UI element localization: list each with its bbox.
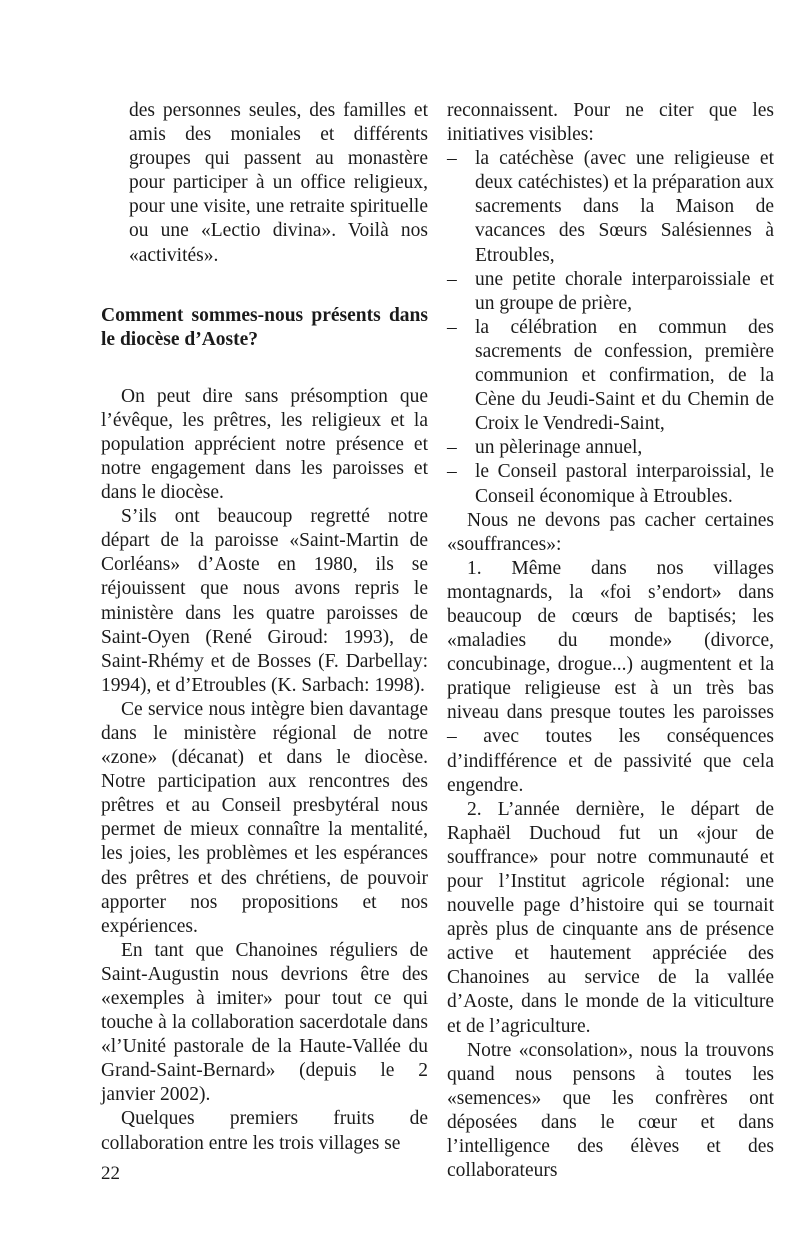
lead-paragraph: reconnaissent. Pour ne citer que les initiatives visibles:: [447, 100, 774, 146]
left-column: [101, 99, 428, 1156]
body-paragraph: Ce service nous intègre bien davantage dans le ministère régional de notre «zone» (décanat) et dans le diocèse. Notre participation aux rencontres des prêtres et au Conseil presbytéral nous permet de mieux connaître la mentalité, les joies, les problèmes et les espérances des prêtres et des chrétiens, de pouvoir apporter nos propositions et nos expériences.: [101, 698, 428, 937]
right-column: [447, 99, 774, 1183]
list-item: – la catéchèse (avec une religieuse et deux catéchistes) et la préparation aux sacrements dans la Maison de vacances des Sœurs Salésiennes à Etroubles,: [447, 147, 774, 267]
intro-paragraph: des personnes seules, des familles et amis des moniales et différents groupes qui passent au monastère pour participer à un office religieux, pour une visite, une retraite spirituelle ou une «Lectio divina». Voilà nos «activités».: [129, 100, 428, 266]
list-item: – la célébration en commun des sacrements de confession, première communion et confirmation, de la Cène du Jeudi-Saint et du Chemin de Croix le Vendredi-Saint,: [447, 316, 774, 436]
body-paragraph: 1. Même dans nos villages montagnards, la «foi s’endort» dans beaucoup de cœurs de baptisés; les «maladies du monde» (divorce, concubinage, drogue...) augmentent et la pratique religieuse est à un très bas niveau dans presque toutes les paroisses – avec toutes les conséquences d’indifférence et de passivité que cela engendre.: [447, 557, 774, 796]
section-heading: Comment sommes-nous présents dans le diocèse d’Aoste?: [101, 304, 428, 351]
body-paragraph: Notre «consolation», nous la trouvons quand nous pensons à toutes les «semences» que les confrères ont déposées dans le cœur et dans l’intelligence des élèves et des collaborateurs: [447, 1039, 774, 1182]
body-paragraph: S’ils ont beaucoup regretté notre départ de la paroisse «Saint-Martin de Corléans» d’Aoste en 1980, ils se réjouissent que nous avons repris le ministère dans les quatre paroisses de Saint-Oyen (René Giroud: 1993), de Saint-Rhémy et de Bosses (F. Darbellay: 1994), et d’Etroubles (K. Sarbach: 1998).: [101, 506, 428, 696]
list-item: – le Conseil pastoral interparoissial, le Conseil économique à Etroubles.: [447, 460, 774, 508]
initiatives-list: [447, 147, 774, 508]
body-paragraph: Quelques premiers fruits de collaboration entre les trois villages se: [101, 1108, 428, 1154]
body-paragraph: Nous ne devons pas cacher certaines «souffrances»:: [447, 509, 774, 555]
list-item: – un pèlerinage annuel,: [447, 436, 774, 460]
body-paragraph: On peut dire sans présomption que l’évêque, les prêtres, les religieux et la population apprécient notre présence et notre engagement dans les paroisses et dans le diocèse.: [101, 385, 428, 504]
body-paragraph: 2. L’année dernière, le départ de Raphaël Duchoud fut un «jour de souffrance» pour notre communauté et pour l’Institut agricole régional: une nouvelle page d’histoire qui se tournait après plus de cinquante ans de présence active et hautement appréciée des Chanoines au service de la vallée d’Aoste, dans le monde de la viticulture et de l’agriculture.: [447, 798, 774, 1037]
page-number: 22: [101, 1163, 120, 1184]
list-item: – une petite chorale interparoissiale et un groupe de prière,: [447, 268, 774, 316]
body-paragraph: En tant que Chanoines réguliers de Saint-Augustin nous devrions être des «exemples à imiter» pour tout ce qui touche à la collaboration sacerdotale dans «l’Unité pastorale de la Haute-Vallée du Grand-Saint-Bernard» (depuis le 2 janvier 2002).: [101, 939, 428, 1106]
